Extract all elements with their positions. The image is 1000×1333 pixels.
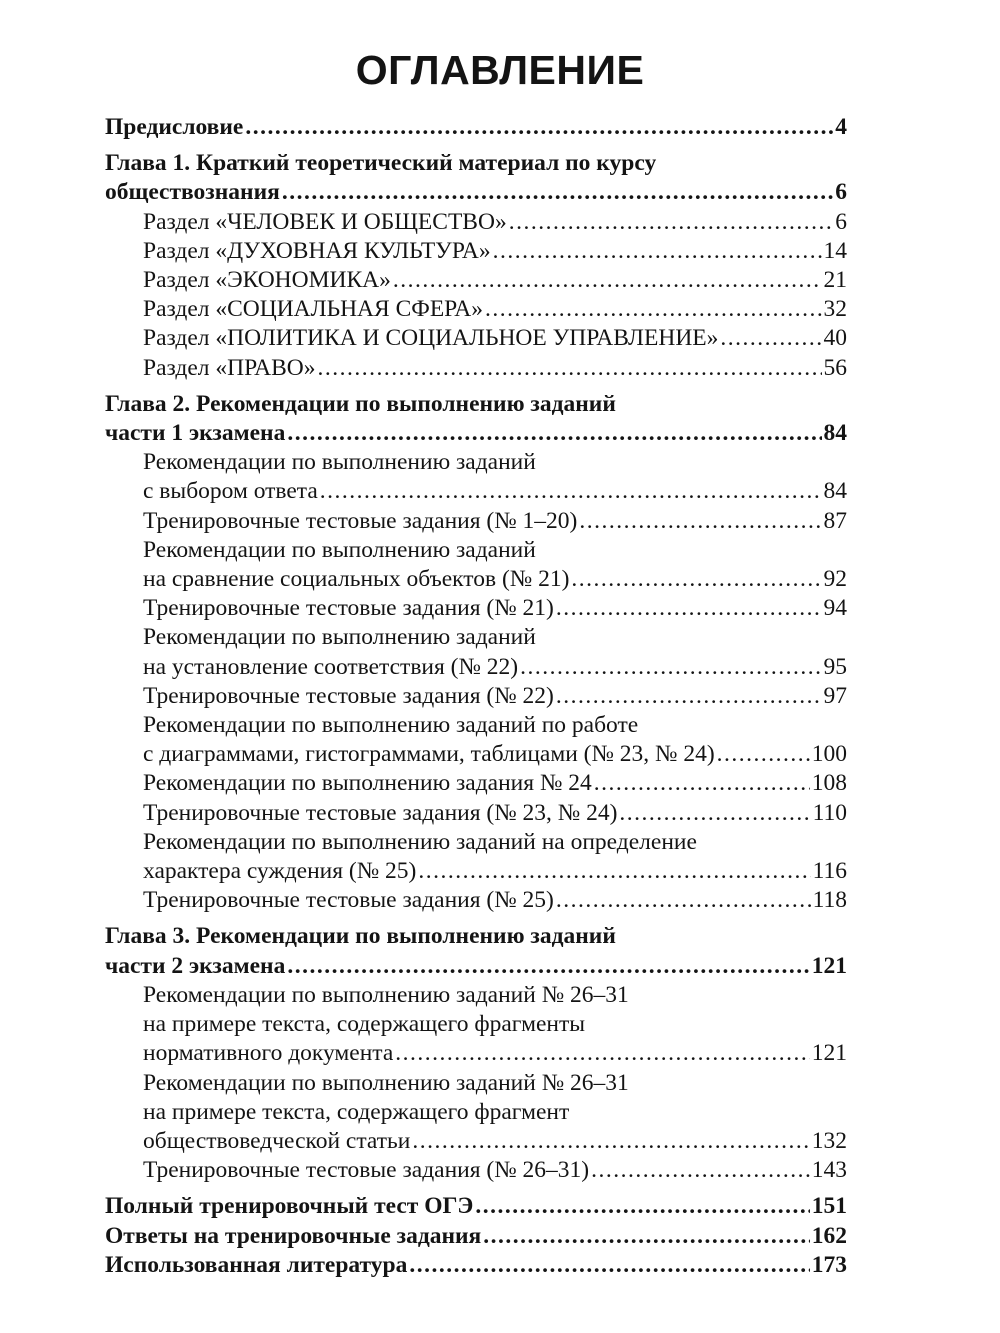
toc-page-number: 6 bbox=[835, 208, 847, 235]
toc-entry-title-line: на установление соответствия (№ 22) bbox=[143, 653, 519, 680]
toc-page-number: 87 bbox=[823, 507, 847, 534]
toc-section-entry[interactable] bbox=[105, 295, 847, 324]
toc-section-entry[interactable] bbox=[105, 237, 847, 266]
toc-entry-title-line: обществознания bbox=[105, 179, 280, 206]
dot-leader bbox=[619, 799, 810, 828]
toc-section-entry[interactable] bbox=[105, 266, 847, 295]
toc-entry-title-line: Ответы на тренировочные задания bbox=[105, 1222, 482, 1249]
toc-entry-title-line: Рекомендации по выполнению заданий на определение bbox=[143, 828, 697, 855]
toc-page-number: 97 bbox=[823, 682, 847, 709]
toc-page-number: 84 bbox=[823, 478, 847, 505]
toc-section-entry[interactable] bbox=[105, 536, 847, 594]
toc-entry-title-line: Глава 2. Рекомендации по выполнению заданий bbox=[105, 390, 616, 417]
toc-section-entry[interactable] bbox=[105, 594, 847, 623]
toc-entry-title-line: Тренировочные тестовые задания (№ 22) bbox=[143, 682, 554, 709]
dot-leader bbox=[409, 1251, 809, 1280]
dot-leader bbox=[483, 1222, 809, 1251]
toc-entry-title-line: Тренировочные тестовые задания (№ 23, № 24) bbox=[143, 799, 618, 826]
toc-entry-title-line: Рекомендации по выполнению заданий bbox=[143, 449, 536, 476]
toc-entry-title-line: Раздел «ПРАВО» bbox=[143, 354, 316, 381]
toc-section-entry[interactable] bbox=[105, 1069, 847, 1157]
toc-chapter-entry[interactable] bbox=[105, 1222, 847, 1251]
toc-entry-title-line: Тренировочные тестовые задания (№ 1–20) bbox=[143, 507, 578, 534]
toc-page-number: 173 bbox=[811, 1251, 847, 1278]
toc-page-number: 116 bbox=[812, 858, 847, 885]
dot-leader bbox=[282, 178, 833, 207]
toc-entry-title-line: Полный тренировочный тест ОГЭ bbox=[105, 1193, 474, 1220]
toc-chapter-entry[interactable] bbox=[105, 390, 847, 448]
toc-entry-title-line: Рекомендации по выполнению заданий bbox=[143, 536, 536, 563]
toc-chapter-entry[interactable] bbox=[105, 922, 847, 980]
toc-page-number: 100 bbox=[811, 741, 847, 768]
dot-leader bbox=[287, 419, 821, 448]
toc-page-number: 143 bbox=[811, 1157, 847, 1184]
toc-section-entry[interactable] bbox=[105, 828, 847, 886]
dot-leader bbox=[318, 354, 822, 383]
toc-entry-title-line: характера суждения (№ 25) bbox=[143, 858, 417, 885]
toc-entry-title-line: Глава 3. Рекомендации по выполнению заданий bbox=[105, 923, 616, 950]
toc-entry-title-line: обществоведческой статьи bbox=[143, 1127, 411, 1154]
toc-section-entry[interactable] bbox=[105, 623, 847, 681]
toc-section-entry[interactable] bbox=[105, 1156, 847, 1185]
toc-section-entry[interactable] bbox=[105, 682, 847, 711]
dot-leader bbox=[591, 1156, 810, 1185]
toc-entry-title-line: Тренировочные тестовые задания (№ 21) bbox=[143, 595, 554, 622]
dot-leader bbox=[412, 1127, 809, 1156]
toc-entry-title-line: Рекомендации по выполнению заданий по работе bbox=[143, 712, 639, 739]
dot-leader bbox=[556, 594, 822, 623]
dot-leader bbox=[320, 477, 822, 506]
toc-page-number: 21 bbox=[823, 267, 847, 294]
toc-entry-title-line: Рекомендации по выполнению заданий bbox=[143, 624, 536, 651]
toc-page-number: 121 bbox=[811, 1040, 847, 1067]
toc-entry-title-line: части 2 экзамена bbox=[105, 952, 286, 979]
page-title: ОГЛАВЛЕНИЕ bbox=[355, 47, 645, 93]
toc-section-entry[interactable] bbox=[105, 711, 847, 769]
toc-entry-title-line: с диаграммами, гистограммами, таблицами (№ 23, № 24) bbox=[143, 741, 715, 768]
toc-page-number: 110 bbox=[812, 799, 847, 826]
toc-page-number: 14 bbox=[823, 237, 847, 264]
dot-leader bbox=[509, 208, 834, 237]
toc-entry-title-line: Тренировочные тестовые задания (№ 26–31) bbox=[143, 1157, 590, 1184]
toc-section-entry[interactable] bbox=[105, 886, 847, 915]
toc-entry-title-line: части 1 экзамена bbox=[105, 420, 286, 447]
toc-entry-title-line: Раздел «ПОЛИТИКА И СОЦИАЛЬНОЕ УПРАВЛЕНИЕ» bbox=[143, 325, 719, 352]
dot-leader bbox=[579, 507, 821, 536]
toc-section-entry[interactable] bbox=[105, 769, 847, 798]
toc-page-number: 4 bbox=[835, 114, 847, 140]
toc-page-number: 94 bbox=[823, 595, 847, 622]
toc-page-number: 108 bbox=[811, 770, 847, 797]
toc-entry-title-line: Тренировочные тестовые задания (№ 25) bbox=[143, 887, 554, 914]
dot-leader bbox=[520, 653, 821, 682]
toc-page-number: 132 bbox=[811, 1127, 847, 1154]
dot-leader bbox=[571, 565, 821, 594]
toc-entry-title-line: Использованная литература bbox=[105, 1251, 408, 1278]
dot-leader bbox=[393, 266, 822, 295]
toc-entry-title-line: Рекомендации по выполнению заданий № 26–31 bbox=[143, 981, 629, 1008]
dot-leader bbox=[594, 769, 810, 798]
toc-entry-title-line: Рекомендации по выполнению заданий № 26–31 bbox=[143, 1069, 629, 1096]
dot-leader bbox=[720, 324, 821, 353]
toc-section-entry[interactable] bbox=[105, 208, 847, 237]
toc-chapter-entry[interactable] bbox=[105, 1192, 847, 1221]
toc-page-number: 32 bbox=[823, 296, 847, 323]
toc-entry-title-line: на сравнение социальных объектов (№ 21) bbox=[143, 566, 570, 593]
toc-chapter-entry[interactable] bbox=[105, 113, 847, 142]
dot-leader bbox=[287, 952, 809, 981]
dot-leader bbox=[395, 1039, 809, 1068]
table-of-contents bbox=[105, 113, 847, 1280]
toc-page-number: 162 bbox=[811, 1222, 847, 1249]
toc-page-number: 56 bbox=[823, 354, 847, 381]
dot-leader bbox=[493, 237, 822, 266]
toc-section-entry[interactable] bbox=[105, 448, 847, 506]
toc-page-number: 6 bbox=[835, 179, 847, 206]
toc-page-number: 121 bbox=[811, 952, 847, 979]
dot-leader bbox=[485, 295, 822, 324]
toc-page-number: 118 bbox=[812, 887, 847, 914]
toc-entry-title-line: нормативного документа bbox=[143, 1040, 394, 1067]
toc-entry-title-line: с выбором ответа bbox=[143, 478, 318, 505]
toc-section-entry[interactable] bbox=[105, 507, 847, 536]
dot-leader bbox=[245, 113, 833, 142]
toc-entry-title-line: Раздел «ЭКОНОМИКА» bbox=[143, 267, 391, 294]
toc-entry-title-line: Предисловие bbox=[105, 114, 244, 140]
toc-page-number: 84 bbox=[823, 420, 847, 447]
toc-section-entry[interactable] bbox=[105, 324, 847, 353]
toc-page-number: 151 bbox=[811, 1193, 847, 1220]
dot-leader bbox=[418, 857, 810, 886]
toc-entry-title-line: Рекомендации по выполнению задания № 24 bbox=[143, 770, 592, 797]
dot-leader bbox=[717, 740, 810, 769]
toc-entry-title-line: Раздел «ДУХОВНАЯ КУЛЬТУРА» bbox=[143, 237, 491, 264]
toc-entry-title-line: Раздел «ЧЕЛОВЕК И ОБЩЕСТВО» bbox=[143, 208, 507, 235]
toc-section-entry[interactable] bbox=[105, 354, 847, 383]
dot-leader bbox=[556, 682, 822, 711]
toc-page-number: 40 bbox=[823, 325, 847, 352]
toc-page-number: 92 bbox=[823, 566, 847, 593]
toc-entry-title-line: на примере текста, содержащего фрагмент bbox=[143, 1098, 570, 1125]
toc-entry-title-line: Раздел «СОЦИАЛЬНАЯ СФЕРА» bbox=[143, 296, 483, 323]
toc-section-entry[interactable] bbox=[105, 799, 847, 828]
toc-entry-title-line: Глава 1. Краткий теоретический материал по курсу bbox=[105, 150, 657, 177]
toc-chapter-entry[interactable] bbox=[105, 149, 847, 207]
toc-section-entry[interactable] bbox=[105, 981, 847, 1069]
dot-leader bbox=[556, 886, 811, 915]
toc-page-number: 95 bbox=[823, 653, 847, 680]
dot-leader bbox=[475, 1192, 809, 1221]
toc-entry-title-line: на примере текста, содержащего фрагменты bbox=[143, 1011, 586, 1038]
toc-chapter-entry[interactable] bbox=[105, 1251, 847, 1280]
